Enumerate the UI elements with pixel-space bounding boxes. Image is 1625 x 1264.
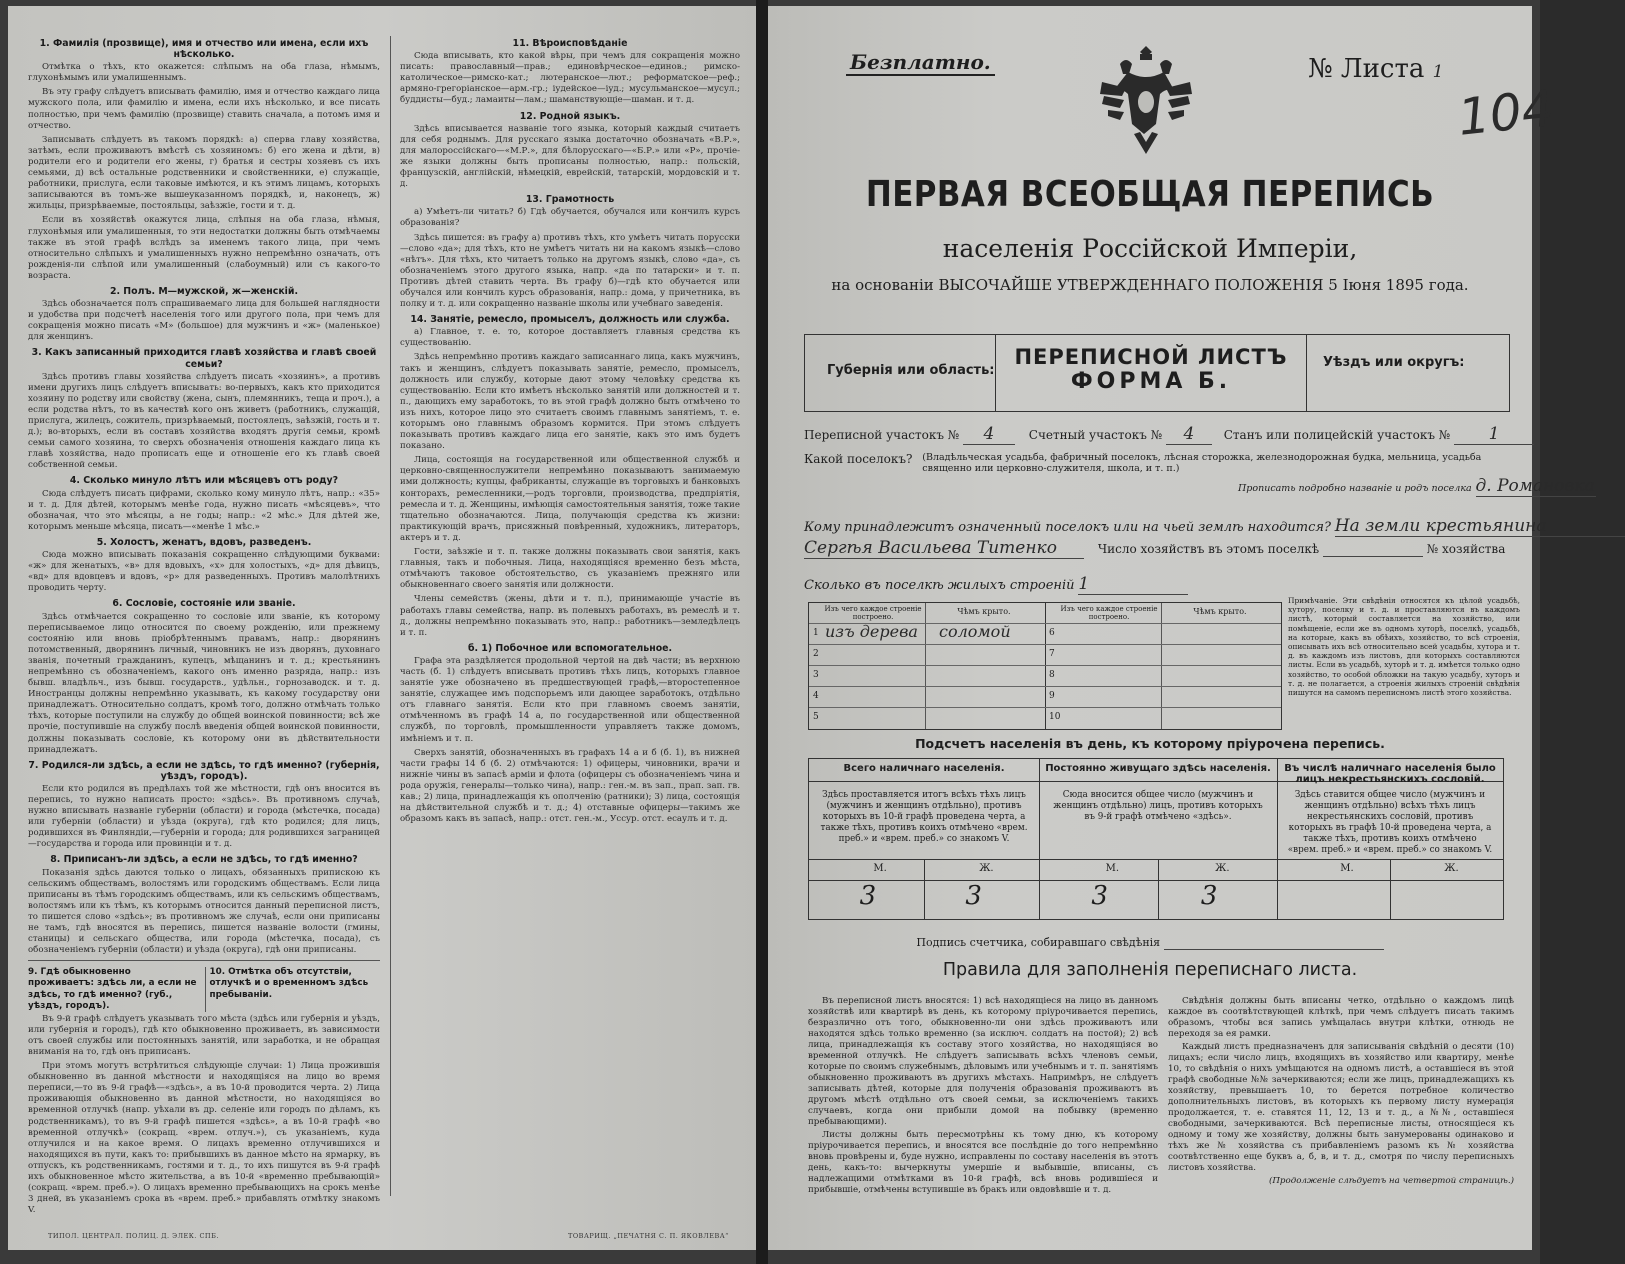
free-label: Безплатно. — [846, 50, 995, 76]
building-row-number: 9 — [1049, 691, 1055, 701]
male-label: М. — [873, 863, 887, 874]
section-heading: 11. Вѣроисповѣданіе — [512, 38, 628, 49]
owner-label: Кому принадлежитъ означенный поселокъ или на чьей землѣ находится? — [804, 520, 1331, 535]
rules-title: Правила для заполненія переписнаго листа. — [942, 960, 1358, 980]
rules-column-1 — [808, 996, 1158, 1198]
section-paragraph: Лица, состоящія на государственной или общественной службѣ и церковно-священнослужители непремѣнно показываютъ занимаемую ими должность; купцы, фабриканты, служащіе въ торговыхъ и банковыхъ конторахъ, ремесленники,—родъ торговли, производства, предпріятія, ремесла и т. д. Женщины, имѣющія самостоятельныя занятія, тоже такие тщательно обозначаются. Лица, получающія средства къ жизни: практикующій врачъ, присяжный повѣренный, художникъ, литераторъ, актеръ и т. д. — [400, 455, 740, 543]
rules-paragraph: Каждый листъ предназначенъ для записыванія свѣдѣній о десяти (10) лицахъ; если число лицъ, входящихъ въ хозяйство или квартиру, менѣе 10, то свѣдѣнія о нихъ умѣщаются на одномъ листѣ, а оставшіеся въ этой графѣ свободные №№ зачеркиваются; если же лицъ, принадлежащихъ къ хозяйству, превышаетъ 10, то берется потребное количество дополнительныхъ листовъ, въ которыхъ къ первому листу нумерація продолжается, т. е. ставятся 11, 12, 13 и т. д., а №№, оставшіеся свободными, зачеркиваются. Всѣ переписные листы, относящіеся къ одному и тому же хозяйству, должны быть занумерованы одинаково и тѣхъ же № хозяйства съ прибавленіемъ разомъ къ № хозяйства соотвѣтственно еще буквъ а, б, в, и т. д., смотря по числу переписныхъ листовъ хозяйства. — [1168, 1042, 1514, 1173]
count-column-header: Постоянно живущаго здѣсь населенія. — [1039, 759, 1277, 782]
section-9-10-headings — [28, 960, 380, 1013]
building-row — [809, 623, 1045, 645]
gender-divider — [924, 860, 925, 920]
owner-row — [804, 516, 1625, 537]
section-paragraph: а) Умѣетъ-ли читать? б) Гдѣ обучается, обучался или кончилъ курсъ образованія? — [400, 207, 740, 229]
section-paragraph: Если въ хозяйствѣ окажутся лица, слѣпыя на оба глаза, нѣмыя, глухонѣмыя или умалишенныя, то эти недостатки должны быть отмѣчаемы также въ этой графѣ вслѣдъ за именемъ такого лица, при чемъ относительно слѣпыхъ и умалишенныхъ нужно непремѣнно означать, отъ рожденія-ли слѣпой или умалишенный (слабоумный) или съ какого-то возраста. — [28, 215, 380, 281]
households-label: Число хозяйствъ въ этомъ поселкѣ — [1097, 542, 1320, 556]
rules-column-2 — [1168, 996, 1514, 1189]
count-column — [809, 759, 1040, 919]
section-paragraph: Здѣсь обозначается полъ спрашиваемаго лица для большей наглядности и удобства при подсчетѣ населенія того или другого пола, при чемъ для сокращенія можно писать «М» (большое) для мужчинъ и «ж» (маленькое) для женщинъ. — [28, 299, 380, 343]
instructions-column-2 — [400, 34, 740, 828]
rules-paragraph: Въ переписной листъ вносятся: 1) всѣ находящіеся на лицо въ данномъ хозяйствѣ или квартирѣ въ день, къ которому пріурочивается перепись, безразлично отъ того, обыкновенно-ли они здѣсь проживаютъ или находятся здѣсь только временно (за исключ. солдатъ на постой); 2) всѣ лица, принадлежащія къ составу этого хозяйства, но находящіяся во временной отлучкѣ. Не слѣдуетъ записывать всѣхъ членовъ семьи, которые по своимъ служебнымъ, дѣловымъ или учебнымъ и т. п. занятіямъ обыкновенно проживаютъ въ другихъ мѣстахъ. Напримѣръ, не слѣдуетъ записывать дѣтей, которые для полученія образованія проживаютъ въ другомъ мѣстѣ отдѣльно отъ своей семьи, за исключеніемъ такихъ случаевъ, когда они прибыли домой на побывку (временно пребывающими). — [808, 996, 1158, 1127]
section-paragraph: Сюда можно вписывать показанія сокращенно слѣдующими буквами: «ж» для женатыхъ, «в» для вдовыхъ, «х» для холостыхъ, «д» для дѣвицъ, «вд» для вдовцевъ и вдовъ, «р» для разведенныхъ. Противъ малолѣтнихъ проводить черту. — [28, 550, 380, 594]
subtitle: населенія Россійской Имперіи, — [942, 234, 1358, 263]
section-heading: 5. Холостъ, женатъ, вдовъ, разведенъ. — [96, 536, 312, 548]
material-column-header: Изъ чего каждое строеніе построено. — [824, 605, 922, 621]
district-label: Уѣздъ или округъ: — [1323, 355, 1465, 370]
section-paragraph: Въ эту графу слѣдуетъ вписывать фамилію, имя и отчество каждаго лица мужского пола, или фамилію и имена, если ихъ нѣсколько, и все писать полностью, при чемъ фамилію (прозвище) ставить сначала, а потомъ имя и отчество. — [28, 87, 380, 131]
building-row — [1045, 686, 1281, 708]
building-roof: соломой — [939, 622, 1011, 641]
roof-column-header: Чѣмъ крыто. — [1193, 607, 1247, 616]
settlement-row — [804, 452, 1492, 474]
section-paragraph: Сверхъ занятій, обозначенныхъ въ графахъ 14 а и б (б. 1), въ нижней части графы 14 б (б. 2) отмѣчаются: 1) офицеры, чиновники, врачи и нижніе чины въ запасѣ арміи и флота (офицеры съ обозначеніемъ чина и рода оружія, генералы—только чина), напр.: ген.-м. въ зап., прап. зап. гв. кав.; 2) лица, принадлежащія къ ополченію (ратники); 3) лица, состоящія на дѣйствительной службѣ и т. д.; 4) отставные офицеры—такимъ же образомъ какъ въ запасѣ, напр.: отст. ген.-м., Уссур. отст. есаулъ и т. д. — [400, 747, 740, 825]
book-gutter — [756, 0, 768, 1264]
double-headed-eagle-icon — [1098, 42, 1194, 158]
owner-row-2 — [804, 538, 1505, 559]
section-heading: 6. Сословіе, состояніе или званіе. — [112, 598, 296, 610]
section-paragraph: Здѣсь пишется: въ графу а) противъ тѣхъ, кто умѣетъ читать порусски—слово «да»; для тѣхъ, кто не умѣетъ читать ни на какомъ языкѣ—слово «нѣтъ». Для тѣхъ, кто читаетъ только на другомъ языкѣ, слово «да», съ обозначеніемъ этого другого языка, напр. «да по татарски» и т. п. Противъ дѣтей ставить черта. Въ графу б)—гдѣ кто обучается или обучался или кончилъ курсъ образованія, напр.: дома, у причетника, въ полку и т. д. или сокращенно названіе школы или учебнаго заведенія. — [400, 232, 740, 310]
population-count-title: Подсчетъ населенія въ день, къ которому пріурочена перепись. — [915, 736, 1385, 751]
section-heading: 7. Родился-ли здѣсь, а если не здѣсь, то гдѣ именно? (губернія, уѣздъ, городъ). — [28, 759, 380, 782]
count-column — [1039, 759, 1278, 919]
settlement-label: Какой поселокъ? — [804, 452, 913, 466]
instructions-column-1 — [28, 34, 380, 1219]
section-heading: 9. Гдѣ обыкновенно проживаетъ: здѣсь ли, а если не здѣсь, то гдѣ именно? (губ., уѣздъ, городъ). — [28, 967, 197, 1011]
male-label: М. — [1340, 863, 1354, 874]
building-row-number: 10 — [1049, 712, 1061, 722]
building-row-number: 1 — [813, 628, 819, 638]
buildings-note: Примѣчаніе. Эти свѣдѣнія относятся къ цѣлой усадьбѣ, хутору, поселку и т. д. и проставляются въ каждомъ листѣ, который составляется на хозяйство, или помѣщеніе, если же въ одномъ хуторѣ, поселкѣ, усадьбѣ, на которые, какъ въ обѣихъ, хозяйство, то всѣ строенія, описывать ихъ всѣ относительно всей усадьбы, хутора и т. д. въ каждомъ изъ листовъ, для которыхъ составляются листы. Если въ усадьбѣ, хуторѣ и т. д. имѣется только одно хозяйство, то особой обложки на такую усадьбу, хуторъ и т. д. не полагается, а строенія жилыхъ строеній свѣдѣнія пишутся на самомъ переписномъ листѣ этого хозяйства. — [1288, 596, 1520, 698]
rules-paragraph: Листы должны быть пересмотрѣны къ тому дню, къ которому пріурочивается перепись, и вносятся все послѣдніе до того непремѣнно вновь провѣрены и, буде нужно, исправлены по составу населенія въ этотъ день, какъ-то: вычеркнуты умершіе и выбывшіе, вписаны, съ надлежащими отмѣтками въ 10-й графѣ, всѣ вновь родившіеся и прибывшіе, отмѣчены вступившіе въ бракъ или овдовѣвшіе и т. д. — [808, 1130, 1158, 1195]
building-row-number: 7 — [1049, 649, 1055, 659]
rules-paragraph: Свѣдѣнія должны быть вписаны четко, отдѣльно о каждомъ лицѣ каждое въ соотвѣтствующей клѣткѣ, при чемъ слѣдуетъ писать такимъ образомъ, чтобы вся запись умѣщалась внутри клѣтки, отнюдь не переходя за ея рамки. — [1168, 996, 1514, 1039]
section-paragraph: Гости, заѣзжіе и т. п. также должны показывать свои занятія, какъ главныя, такъ и побочныя. Лица, находящіяся временно безъ мѣста, отмѣчаютъ таковое обстоятельство, съ указаніемъ прежняго или обыкновеннаго своего занятія или должности. — [400, 547, 740, 591]
settlement-value: д. Романовка — [1475, 476, 1595, 496]
female-label: Ж. — [979, 863, 994, 874]
section-paragraph: Здѣсь отмѣчается сокращенно то сословіе или званіе, къ которому переписываемое лицо относится по своему рожденію, или прежнему состоянію или вновь пріобрѣтеннымъ правамъ, напр.: дворянинъ потомственный, дворянинъ личный, чиновникъ не изъ дворянъ, духовнаго званія, почетный гражданинъ, купецъ, мѣщанинъ и т. д.; крестьянинъ непремѣнно съ обозначеніемъ, какого онъ именно разряда, напр.: изъ бывш. владѣльч., изъ бывш. государств., удѣльн., горнозаводск. и т. д. Иностранцы должны непремѣнно указывать, къ какому государству они принадлежатъ. Относительно солдатъ, кромѣ того, должно отмѣчать только тѣхъ, которые поступили на службу до общей воинской повинности; всѣ же прочіе, поступившіе на службу послѣ введенія общей воинской повинности, должны показывать сословіе, къ которому они въ дѣйствительности принадлежатъ. — [28, 611, 380, 755]
section-heading: б. 1) Побочное или вспомогательное. — [467, 642, 673, 654]
owner-value-1: На земли крестьянина — [1335, 516, 1625, 537]
gender-header-row — [809, 859, 1039, 881]
archive-number: 104 — [1455, 79, 1557, 147]
section-paragraph: Графа эта раздѣляется продольной чертой на двѣ части; въ верхнюю часть (б. 1) слѣдуетъ вписывать противъ тѣхъ лицъ, которыхъ главное занятіе уже обозначено въ предшествующей графѣ,—второстепенное занятіе, служащее имъ подспорьемъ или дающее заработокъ, отдѣльно отъ главнаго занятія. Если кто при главномъ своемъ занятіи, отмѣченномъ въ графѣ 14 а, по государственной или общественной службѣ, по торговлѣ, промышленности управляетъ также домомъ, имѣніемъ и т. п. — [400, 655, 740, 744]
building-row — [809, 644, 1045, 666]
building-row — [1045, 623, 1281, 645]
left-page-instructions — [8, 6, 756, 1250]
building-row-number: 6 — [1049, 628, 1055, 638]
building-material: изъ дерева — [825, 622, 918, 641]
male-label: М. — [1105, 863, 1120, 874]
building-row — [1045, 707, 1281, 729]
building-row-number: 8 — [1049, 670, 1055, 680]
sheet-number — [1308, 54, 1443, 84]
building-row-number: 4 — [813, 691, 819, 701]
gender-divider — [1158, 860, 1159, 920]
count-column-description: Сюда вносится общее число (мужчинъ и женщинъ отдѣльно) лицъ, противъ которыхъ въ 9-й графѣ отмѣчено «здѣсь». — [1053, 790, 1263, 822]
building-row — [809, 707, 1045, 729]
sheet-number-value: 1 — [1432, 62, 1444, 82]
stan-value: 1 — [1454, 424, 1534, 445]
section-paragraph: Записывать слѣдуетъ въ такомъ порядкѣ: а) сперва главу хозяйства, затѣмъ, если проживаютъ вмѣстѣ съ хозяиномъ: б) его жена и дѣти, в) родители его и родители его жены, г) братья и сестры хозяевъ съ ихъ семьями, д) всѣ остальные родственники и свойственники, е) служащіе, работники, прислуга, если таковые имѣются, и къ этимъ лицамъ, которыхъ записываются въ томъ-же вышеуказанномъ порядкѣ, и, наконецъ, ж) жильцы, призрѣваемые, постояльцы, заѣзжіе, гости и т. д. — [28, 134, 380, 212]
section-heading: 12. Родной языкъ. — [519, 110, 621, 122]
section-heading: 3. Какъ записанный приходится главѣ хозяйства и главѣ своей семьи? — [31, 347, 377, 370]
form-title: ПЕРЕПИСНОЙ ЛИСТЪ — [1014, 345, 1288, 369]
gender-header-row — [1039, 859, 1277, 881]
section-paragraph: Показанія здѣсь даются только о лицахъ, обязанныхъ припискою къ сельскимъ обществамъ, волостямъ или городскимъ обществамъ. Если лица приписаны въ тѣмъ городскимъ обществамъ, или къ сельскимъ обществамъ, волостямъ или къ тѣмъ, къ которымъ относится данный переписной листъ, то пишется слово «здѣсь»; въ противномъ же случаѣ, если они приписаны не тамъ, гдѣ вносятся въ перепись, пишется названіе волости (гмины, станицы) и сельскаго общества, или города (мѣстечка, посада), съ обозначеніемъ губерніи (области) и уѣзда (округа), гдѣ они приписаны. — [28, 867, 380, 956]
material-column-header: Изъ чего каждое строеніе построено. — [1060, 605, 1158, 621]
section-paragraph: При этомъ могутъ встрѣтиться слѣдующіе случаи: 1) Лица прожившія обыкновенно въ данной мѣстности и находящіяся на лицо во время переписи,—то въ 9-й графѣ—«здѣсь», а въ 10-й проводится черта. 2) Лица проживающія обыкновенно въ данной мѣстности, но находящіяся во временной отлучкѣ (напр. уѣхали въ др. селеніе или городъ по дѣламъ, къ родственникамъ), то въ 9-й графѣ пишется «здѣсь», а въ 10-й графѣ «во временной отлучкѣ» (сокращ. «врем. отлуч.»), съ указаніемъ, куда отлучился и на какое время. О лицахъ временно отлучившихся и находящихся въ пути, какъ то: прибывшихъ въ данное мѣсто на ярмарку, въ отпускъ, къ родственникамъ, гостями и т. д., то ихъ пишутся въ 9-й графѣ ихъ обыкновенное мѣсто жительства, а въ 10-й «временно пребывающій» (сокращ. «врем. преб.»). О лицахъ временно пребывающихъ на срокъ менѣе 3 дней, въ указаніемъ срока въ «врем. преб.» прибавлять отмѣтку знакомъ V. — [28, 1061, 380, 1216]
province-label: Губернія или область: — [827, 363, 995, 378]
gender-header-row — [1277, 859, 1503, 881]
count-column-header: Всего наличнаго населенія. — [809, 759, 1039, 782]
section-paragraph: Сюда вписывать, кто какой вѣры, при чемъ для сокращенія можно писать: православный—прав.; единовѣрческое—единов.; римско-католическое—римско-кат.; лютеранское—лют.; реформатское—реф.; армяно-грегоріанское—арм.-гр.; іудейское—іуд.; мусульманское—мусул.; буддисты—буд.; ламаиты—лам.; шаманствующіе—шаман. и т. д. — [400, 51, 740, 106]
column-divider — [390, 36, 391, 1196]
buildings-value: 1 — [1078, 574, 1188, 595]
section-heading: 4. Сколько минуло лѣтъ или мѣсяцевъ отъ роду? — [69, 475, 339, 487]
female-label: Ж. — [1444, 863, 1459, 874]
male-count-value: 3 — [1091, 881, 1108, 911]
section-paragraph: Члены семействъ (жены, дѣти и т. п.), принимающіе участіе въ работахъ главы семейства, напр. въ полевыхъ работахъ, въ ремеслѣ и т. д., должны непремѣнно показывать это, напр.: работникъ—земледѣлецъ и т. п. — [400, 594, 740, 638]
population-count-table — [808, 758, 1504, 920]
count-area-label: Счетный участокъ № — [1028, 428, 1163, 442]
buildings-label: Сколько въ поселкѣ жилыхъ строеній — [804, 578, 1075, 593]
building-row-number: 5 — [813, 712, 819, 722]
section-paragraph: Отмѣтка о тѣхъ, кто окажется: слѣпымъ на оба глаза, нѣмымъ, глухонѣмымъ или умалишеннымъ. — [28, 62, 380, 84]
section-paragraph: Здѣсь вписывается названіе того языка, который каждый считаетъ для себя роднымъ. Для русскаго языка достаточно обозначать «В.Р.», для малороссійскаго—«М.Р.», для бѣлорусскаго—«Б.Р.» или «Р», прочіе-же языки должны быть прописаны полностью, напр.: польскій, французскій, англійскій, нѣмецкій, еврейскій, татарскій, мордовскій и т. д. — [400, 123, 740, 190]
section-paragraph: Здѣсь противъ главы хозяйства слѣдуетъ писать «хозяинъ», а противъ имени другихъ лицъ слѣдуетъ вписывать: во-первыхъ, какъ кто приходится хозяину по родству или свойству (жена, сынъ, племянникъ, теща и проч.), а если родства нѣтъ, то въ качествѣ кого онъ живетъ (работникъ, служащій, прислуга, жилецъ, сожитель, призрѣваемый, постоялецъ, заѣзжій, гость и т. д.); во-вторыхъ, если въ составъ хозяйства входятъ другія семьи, кромѣ семьи самого хозяина, то сверхъ обозначенія отношенія каждаго лица къ главѣ хозяйства, надо прописать еще и отношеніе его къ главѣ своей собственной семьи. — [28, 371, 380, 471]
count-area-value: 4 — [1166, 424, 1212, 445]
legal-basis: на основаніи ВЫСОЧАЙШЕ УТВЕРЖДЕННАГО ПОЛОЖЕНІЯ 5 Іюня 1895 года. — [831, 276, 1469, 294]
female-count-value: 3 — [1200, 881, 1218, 911]
building-row-number: 3 — [813, 670, 819, 680]
roof-column-header: Чѣмъ крыто. — [957, 607, 1011, 616]
census-area-row — [804, 424, 1534, 445]
section-heading: 13. Грамотность — [525, 194, 615, 206]
printer-mark-left: ТИПОЛ. ЦЕНТРАЛ. ПОЛИЦ. Д. ЭЛЕК. СПБ. — [48, 1232, 219, 1240]
right-page-census-form — [768, 6, 1595, 1250]
section-heading: 2. Полъ. М—мужской, ж—женскій. — [109, 285, 299, 297]
section-paragraph: Если кто родился въ предѣлахъ той же мѣстности, гдѣ онъ вносится въ перепись, то нужно написать просто: «здѣсь». Въ противномъ случаѣ, нужно вписывать названіе губерніи (области) и города (мѣстечка, посада) или губерніи (области) и уѣзда (округа), гдѣ кто родился; для лицъ, родившихся въ Финляндіи,—губерніи и города; для родившихся заграницей—государства и города или провинціи и т. д. — [28, 783, 380, 850]
printer-mark-right: ТОВАРИЩ. „ПЕЧАТНЯ С. П. ЯКОВЛЕВА“ — [568, 1232, 729, 1240]
settlement-hint-2: Прописать подробно названіе и родъ поселка — [1238, 483, 1472, 494]
section-paragraph: Въ 9-й графѣ слѣдуетъ указывать того мѣста (здѣсь или губернія и уѣздъ, или губернія и городъ), гдѣ кто обыкновенно проживаетъ, въ зависимости отъ своей службы или постоянныхъ занятій, или заработка, и не обращая вниманія на то, гдѣ онъ приписанъ. — [28, 1013, 380, 1057]
form-header-box — [804, 334, 1510, 412]
gender-divider — [1390, 860, 1391, 920]
section-paragraph: Сюда слѣдуетъ писать цифрами, сколько кому минуло лѣтъ, напр.: «35» и т. д. Для дѣтей, которымъ менѣе года, нужно писать «мѣсяцевъ», что обозначая, что это мѣсяцы, а не годы; напр.: «2 мѣс.» Для дѣтей же, которымъ меньше мѣсяца, писать—«менѣе 1 мѣс.» — [28, 488, 380, 532]
stan-label: Станъ или полицейскій участокъ № — [1223, 428, 1451, 442]
sheet-number-label: № Листа — [1308, 54, 1425, 84]
male-count-value: 3 — [859, 881, 877, 911]
enumerator-signature-row — [768, 936, 1532, 950]
buildings-table — [808, 602, 1282, 730]
building-row-number: 2 — [813, 649, 819, 659]
section-paragraph: Здѣсь непремѣнно противъ каждаго записаннаго лица, какъ мужчинъ, такъ и женщинъ, слѣдуетъ показывать занятіе, ремесло, промыселъ, должность или службу, которые дают этому человѣку средства къ существованію. Если кто имѣетъ нѣсколько занятій или должностей и т. п., дающихъ ему заработокъ, то въ этой графѣ должно быть отмѣчено то изъ нихъ, которое лицо это считаетъ своимъ главнымъ занятіемъ, т. е. которымъ оно главнымъ образомъ кормится. При этомъ слѣдуетъ показывать противъ каждаго лица его занятіе, какъ это имъ будетъ показано. — [400, 352, 740, 452]
census-area-label: Переписной участокъ № — [804, 428, 960, 442]
household-no-label: № хозяйства — [1426, 542, 1506, 556]
female-count-value: 3 — [965, 881, 982, 911]
continued-note: (Продолженіе слѣдуетъ на четвертой страницѣ.) — [1268, 1176, 1514, 1186]
count-column-description: Здѣсь проставляется итогъ всѣхъ тѣхъ лицъ (мужчинъ и женщинъ отдѣльно), противъ которыхъ въ 10-й графѣ проведена черта, а также тѣхъ, противъ коихъ отмѣчено «врем. преб.» и «врем. преб.» со знакомъ V. — [820, 790, 1028, 844]
signature-label: Подпись счетчика, собиравшаго свѣдѣнія — [916, 936, 1161, 949]
census-area-value: 4 — [963, 424, 1015, 445]
section-heading: 10. Отмѣтка объ отсутствіи, отлучкѣ и о временномъ здѣсь пребываніи. — [205, 967, 381, 1011]
owner-value-2: Сергѣя Васильева Титенко — [804, 538, 1084, 559]
settlement-hint: (Владѣльческая усадьба, фабричный поселокъ, лѣсная сторожка, железнодорожная будка, мельница, усадьба священно или церковно-служителя, школа, и т. п.) — [922, 452, 1482, 474]
section-heading: 8. Приписанъ-ли здѣсь, а если не здѣсь, то гдѣ именно? — [50, 854, 358, 866]
buildings-row — [804, 574, 1188, 595]
section-heading: 14. Занятіе, ремесло, промыселъ, должность или служба. — [410, 314, 730, 326]
count-column-header: Въ числѣ наличнаго населенія было лицъ некрестьянскихъ сословій. — [1277, 759, 1503, 782]
main-title: ПЕРВАЯ ВСЕОБЩАЯ ПЕРЕПИСЬ — [865, 174, 1435, 215]
building-row — [809, 686, 1045, 708]
building-row — [1045, 665, 1281, 687]
building-row — [1045, 644, 1281, 666]
section-paragraph: а) Главное, т. е. то, которое доставляетъ главныя средства къ существованію. — [400, 327, 740, 349]
settlement-value-row — [1238, 476, 1596, 497]
count-column — [1277, 759, 1503, 919]
form-title-block — [995, 335, 1307, 411]
building-row — [809, 665, 1045, 687]
count-column-description: Здѣсь ставится общее число (мужчинъ и женщинъ отдѣльно) всѣхъ тѣхъ лицъ некрестьянскихъ сословій, противъ которыхъ въ графѣ 10-й проведена черта, а также тѣхъ, противъ коихъ отмѣчено «врем. преб.» и «врем. преб.» со знакомъ V. — [1287, 790, 1493, 855]
section-heading: 1. Фамилія (прозвище), имя и отчество или имена, если ихъ нѣсколько. — [39, 38, 369, 61]
form-type: ФОРМА Б. — [1070, 369, 1232, 394]
female-label: Ж. — [1215, 863, 1230, 874]
